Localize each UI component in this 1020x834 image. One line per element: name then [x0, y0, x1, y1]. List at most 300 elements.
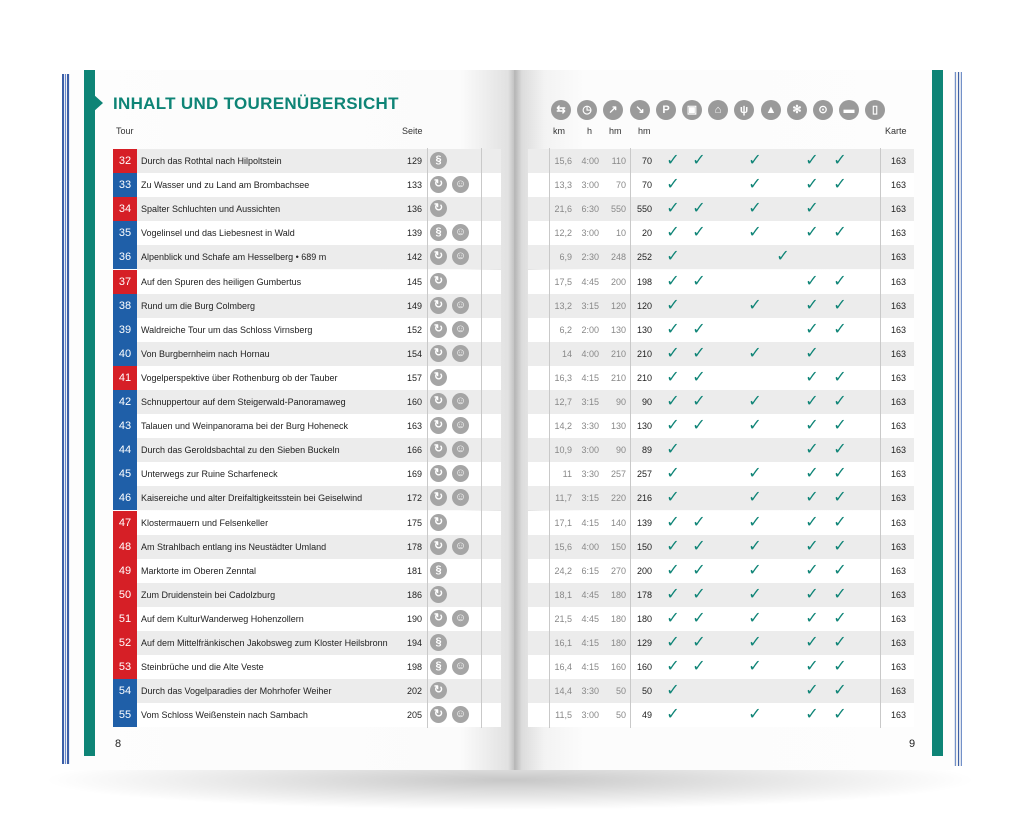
check-icon: ✓ — [805, 489, 819, 506]
tour-name[interactable]: Talauen und Weinpanorama bei der Burg Hoheneck — [141, 421, 348, 431]
tour-number: 40 — [113, 342, 137, 366]
table-row[interactable] — [0, 149, 1020, 173]
path-icon: § — [430, 562, 447, 579]
duration-h: 3:00 — [581, 180, 599, 190]
page-number-left: 8 — [115, 738, 122, 750]
check-icon: ✓ — [748, 514, 762, 531]
duration-h: 4:45 — [581, 614, 599, 624]
check-icon: ✓ — [833, 514, 847, 531]
table-row[interactable] — [0, 655, 1020, 679]
table-row[interactable] — [0, 390, 1020, 414]
distance-km: 15,6 — [554, 156, 572, 166]
map-number: 163 — [890, 228, 906, 238]
check-icon: ✓ — [805, 658, 819, 675]
map-number: 163 — [890, 204, 906, 214]
loop-icon: ↻ — [430, 441, 447, 458]
ascent-hm: 50 — [615, 710, 626, 720]
check-icon: ✓ — [833, 273, 847, 290]
kids-icon: ☺ — [452, 393, 469, 410]
ascent-hm: 257 — [610, 469, 626, 479]
check-icon: ✓ — [748, 610, 762, 627]
tour-name[interactable]: Marktorte im Oberen Zenntal — [141, 566, 257, 576]
check-icon: ✓ — [805, 562, 819, 579]
tour-name[interactable]: Schnuppertour auf dem Steigerwald-Panoramaweg — [141, 397, 346, 407]
page-number: 178 — [406, 542, 422, 552]
check-icon: ✓ — [666, 369, 680, 386]
distance-km: 11,5 — [555, 710, 572, 720]
ascent-hm: 210 — [610, 373, 626, 383]
distance-km: 16,1 — [554, 638, 572, 648]
kids-icon: ☺ — [452, 489, 469, 506]
tour-number: 35 — [113, 221, 137, 245]
map-number: 163 — [890, 373, 906, 383]
check-icon: ✓ — [805, 610, 819, 627]
kids-icon: ☺ — [452, 176, 469, 193]
kids-icon: ☺ — [452, 321, 469, 338]
tour-name[interactable]: Waldreiche Tour um das Schloss Virnsberg — [141, 325, 313, 335]
table-row[interactable] — [0, 270, 1020, 294]
check-icon: ✓ — [748, 586, 762, 603]
loop-icon: ↻ — [430, 369, 447, 386]
loop-icon: ↻ — [430, 176, 447, 193]
tour-name[interactable]: Auf den Spuren des heiligen Gumbertus — [141, 277, 302, 287]
distance-km: 21,5 — [554, 614, 572, 624]
distance-km: 12,7 — [554, 397, 572, 407]
duration-h: 3:30 — [581, 686, 599, 696]
check-icon: ✓ — [692, 273, 706, 290]
table-row[interactable] — [0, 221, 1020, 245]
tour-name[interactable]: Alpenblick und Schafe am Hesselberg • 689 m — [141, 252, 327, 262]
map-number: 163 — [890, 301, 906, 311]
ascent-hm: 130 — [610, 325, 626, 335]
tour-name[interactable]: Durch das Rothtal nach Hilpoltstein — [141, 156, 282, 166]
check-icon: ✓ — [833, 658, 847, 675]
check-icon: ✓ — [748, 200, 762, 217]
page-number: 166 — [406, 445, 422, 455]
table-row[interactable] — [0, 703, 1020, 727]
descent-hm: 216 — [636, 493, 652, 503]
page-number: 152 — [406, 325, 422, 335]
descent-hm: 20 — [641, 228, 652, 238]
duration-h: 6:30 — [581, 204, 599, 214]
descent-hm: 550 — [636, 204, 652, 214]
check-icon: ✓ — [748, 152, 762, 169]
tour-name[interactable]: Zu Wasser und zu Land am Brombachsee — [141, 180, 310, 190]
page-number: 198 — [406, 662, 422, 672]
duration-h: 3:15 — [581, 301, 599, 311]
descent-hm: 70 — [641, 156, 652, 166]
duration-h: 3:30 — [581, 421, 599, 431]
check-icon: ✓ — [805, 273, 819, 290]
duration-h: 4:00 — [581, 156, 599, 166]
check-icon: ✓ — [833, 682, 847, 699]
check-icon: ✓ — [805, 224, 819, 241]
check-icon: ✓ — [833, 321, 847, 338]
check-icon: ✓ — [805, 297, 819, 314]
tour-number: 45 — [113, 462, 137, 486]
page-number: 160 — [406, 397, 422, 407]
check-icon: ✓ — [748, 176, 762, 193]
kids-icon: ☺ — [452, 538, 469, 555]
tour-name[interactable]: Steinbrüche und die Alte Veste — [141, 662, 264, 672]
page-number: 136 — [406, 204, 422, 214]
page-number: 190 — [406, 614, 422, 624]
check-icon: ✓ — [748, 489, 762, 506]
map-number: 163 — [890, 325, 906, 335]
descent-hm: 139 — [636, 518, 652, 528]
divider — [549, 148, 550, 728]
table-row[interactable] — [0, 631, 1020, 655]
check-icon: ✓ — [805, 634, 819, 651]
ascent-hm: 550 — [610, 204, 626, 214]
map-number: 163 — [890, 421, 906, 431]
check-icon: ✓ — [666, 514, 680, 531]
map-number: 163 — [890, 542, 906, 552]
map-number: 163 — [890, 590, 906, 600]
descent-hm: 198 — [636, 277, 652, 287]
path-icon: § — [430, 634, 447, 651]
check-icon: ✓ — [692, 321, 706, 338]
check-icon: ✓ — [666, 489, 680, 506]
tour-number: 50 — [113, 583, 137, 607]
loop-icon: ↻ — [430, 610, 447, 627]
page-number: 142 — [406, 252, 422, 262]
page-number: 154 — [406, 349, 422, 359]
tour-name[interactable]: Durch das Vogelparadies der Mohrhofer Weiher — [141, 686, 332, 696]
check-icon: ✓ — [748, 634, 762, 651]
descent-hm: 50 — [641, 686, 652, 696]
tour-name[interactable]: Kaisereiche und alter Dreifaltigkeitsstein bei Geiselwind — [141, 493, 363, 503]
bed-icon: ▬ — [839, 100, 859, 120]
map-number: 163 — [890, 518, 906, 528]
map-number: 163 — [890, 156, 906, 166]
check-icon: ✓ — [748, 393, 762, 410]
check-icon: ✓ — [666, 176, 680, 193]
duration-h: 3:15 — [581, 397, 599, 407]
map-number: 163 — [890, 614, 906, 624]
check-icon: ✓ — [833, 417, 847, 434]
loop-icon: ↻ — [430, 489, 447, 506]
ascent-hm: 120 — [610, 301, 626, 311]
ascent-hm: 220 — [610, 493, 626, 503]
tour-name[interactable]: Am Strahlbach entlang ins Neustädter Umland — [141, 542, 327, 552]
tour-name[interactable]: Vom Schloss Weißenstein nach Sambach — [141, 710, 308, 720]
tour-number: 51 — [113, 607, 137, 631]
loop-icon: ↻ — [430, 200, 447, 217]
path-icon: § — [430, 152, 447, 169]
map-number: 163 — [890, 469, 906, 479]
tour-name[interactable]: Spalter Schluchten und Aussichten — [141, 204, 281, 214]
check-icon: ✓ — [666, 658, 680, 675]
ascent-hm: 140 — [610, 518, 626, 528]
duration-h: 3:00 — [581, 445, 599, 455]
page-number: 202 — [406, 686, 422, 696]
signpost-icon: ⇆ — [551, 100, 571, 120]
ascent-hm: 70 — [615, 180, 626, 190]
distance-km: 14,2 — [554, 421, 572, 431]
tour-number: 32 — [113, 149, 137, 173]
loop-icon: ↻ — [430, 321, 447, 338]
duration-h: 4:15 — [581, 518, 599, 528]
tour-number: 46 — [113, 486, 137, 510]
path-icon: § — [430, 658, 447, 675]
duration-h: 4:15 — [581, 373, 599, 383]
kids-icon: ☺ — [452, 417, 469, 434]
map-number: 163 — [890, 493, 906, 503]
check-icon: ✓ — [666, 345, 680, 362]
ascent-hm: 90 — [615, 445, 626, 455]
tour-name[interactable]: Von Burgbernheim nach Hornau — [141, 349, 270, 359]
path-icon: § — [430, 224, 447, 241]
page-title: INHALT UND TOURENÜBERSICHT — [113, 94, 399, 113]
check-icon: ✓ — [692, 610, 706, 627]
tour-name[interactable]: Klostermauern und Felsenkeller — [141, 518, 269, 528]
distance-km: 6,2 — [559, 325, 572, 335]
check-icon: ✓ — [692, 514, 706, 531]
descent-hm: 70 — [641, 180, 652, 190]
check-icon: ✓ — [666, 200, 680, 217]
ascent-hm: 270 — [610, 566, 626, 576]
check-icon: ✓ — [833, 441, 847, 458]
page-number-right: 9 — [909, 738, 916, 750]
table-row[interactable] — [0, 173, 1020, 197]
check-icon: ✓ — [805, 706, 819, 723]
table-row[interactable] — [0, 535, 1020, 559]
ascent-hm: 150 — [610, 542, 626, 552]
check-icon: ✓ — [692, 586, 706, 603]
check-icon: ✓ — [692, 634, 706, 651]
loop-icon: ↻ — [430, 538, 447, 555]
descent-hm: 210 — [636, 349, 652, 359]
tour-number: 54 — [113, 679, 137, 703]
check-icon: ✓ — [666, 610, 680, 627]
map-number: 163 — [890, 638, 906, 648]
check-icon: ✓ — [833, 297, 847, 314]
page-number: 205 — [406, 710, 422, 720]
tour-name[interactable]: Auf dem KulturWanderweg Hohenzollern — [141, 614, 304, 624]
duration-h: 4:00 — [581, 349, 599, 359]
check-icon: ✓ — [666, 321, 680, 338]
table-row[interactable] — [0, 559, 1020, 583]
loop-icon: ↻ — [430, 248, 447, 265]
distance-km: 6,9 — [559, 252, 572, 262]
descent-hm: 89 — [641, 445, 652, 455]
check-icon: ✓ — [805, 321, 819, 338]
check-icon: ✓ — [692, 200, 706, 217]
header-hours: h — [587, 126, 593, 136]
duration-h: 2:00 — [581, 325, 599, 335]
loop-icon: ↻ — [430, 706, 447, 723]
parking-icon: P — [656, 100, 676, 120]
ascent-hm: 160 — [610, 662, 626, 672]
phone-icon: ▯ — [865, 100, 885, 120]
table-row[interactable] — [0, 511, 1020, 535]
page-number: 172 — [406, 493, 422, 503]
table-row[interactable] — [0, 245, 1020, 269]
kids-icon: ☺ — [452, 465, 469, 482]
kids-icon: ☺ — [452, 610, 469, 627]
check-icon: ✓ — [833, 562, 847, 579]
tour-number: 53 — [113, 655, 137, 679]
tour-number: 47 — [113, 511, 137, 535]
page-number: 139 — [406, 228, 422, 238]
tour-number: 33 — [113, 173, 137, 197]
table-row[interactable] — [0, 366, 1020, 390]
duration-h: 4:15 — [581, 638, 599, 648]
table-row[interactable] — [0, 294, 1020, 318]
duration-h: 6:15 — [581, 566, 599, 576]
clock-icon: ◷ — [577, 100, 597, 120]
distance-km: 12,2 — [554, 228, 572, 238]
divider — [880, 148, 881, 728]
tour-name[interactable]: Vogelinsel und das Liebesnest in Wald — [141, 228, 295, 238]
ascent-hm: 180 — [610, 614, 626, 624]
check-icon: ✓ — [805, 369, 819, 386]
tour-name[interactable]: Unterwegs zur Ruine Scharfeneck — [141, 469, 278, 479]
page-number: 157 — [406, 373, 422, 383]
loop-icon: ↻ — [430, 345, 447, 362]
tour-number: 37 — [113, 270, 137, 294]
check-icon: ✓ — [805, 538, 819, 555]
descent-hm: 90 — [641, 397, 652, 407]
check-icon: ✓ — [748, 658, 762, 675]
bus-icon: ▣ — [682, 100, 702, 120]
page-number: 133 — [406, 180, 422, 190]
duration-h: 3:30 — [581, 469, 599, 479]
tour-number: 55 — [113, 703, 137, 727]
check-icon: ✓ — [692, 562, 706, 579]
distance-km: 17,1 — [554, 518, 572, 528]
check-icon: ✓ — [666, 248, 680, 265]
duration-h: 4:00 — [581, 542, 599, 552]
tour-number: 42 — [113, 390, 137, 414]
descent-hm: 252 — [636, 252, 652, 262]
map-number: 163 — [890, 445, 906, 455]
table-row[interactable] — [0, 679, 1020, 703]
check-icon: ✓ — [666, 586, 680, 603]
descent-hm: 200 — [636, 566, 652, 576]
check-icon: ✓ — [666, 393, 680, 410]
page-number: 149 — [406, 301, 422, 311]
table-row[interactable] — [0, 486, 1020, 510]
map-number: 163 — [890, 180, 906, 190]
check-icon: ✓ — [666, 417, 680, 434]
check-icon: ✓ — [692, 658, 706, 675]
check-icon: ✓ — [833, 634, 847, 651]
check-icon: ✓ — [805, 586, 819, 603]
check-icon: ✓ — [748, 706, 762, 723]
tour-number: 52 — [113, 631, 137, 655]
check-icon: ✓ — [692, 345, 706, 362]
table-row[interactable] — [0, 462, 1020, 486]
distance-km: 17,5 — [554, 277, 572, 287]
check-icon: ✓ — [833, 610, 847, 627]
check-icon: ✓ — [666, 538, 680, 555]
tour-name[interactable]: Vogelperspektive über Rothenburg ob der Tauber — [141, 373, 338, 383]
table-row[interactable] — [0, 414, 1020, 438]
distance-km: 18,1 — [554, 590, 572, 600]
hut-icon: ▲ — [761, 100, 781, 120]
check-icon: ✓ — [748, 465, 762, 482]
ascent-hm: 110 — [611, 156, 626, 166]
distance-km: 13,2 — [554, 301, 572, 311]
check-icon: ✓ — [833, 586, 847, 603]
ascent-hm: 50 — [615, 686, 626, 696]
tour-name[interactable]: Durch das Geroldsbachtal zu den Sieben Buckeln — [141, 445, 340, 455]
loop-icon: ↻ — [430, 273, 447, 290]
check-icon: ✓ — [805, 514, 819, 531]
check-icon: ✓ — [776, 248, 790, 265]
loop-icon: ↻ — [430, 465, 447, 482]
header-hm-up: hm — [609, 126, 622, 136]
ascent-hm: 10 — [615, 228, 626, 238]
distance-km: 10,9 — [554, 445, 572, 455]
descent-hm: 257 — [636, 469, 652, 479]
kids-icon: ☺ — [452, 297, 469, 314]
check-icon: ✓ — [666, 682, 680, 699]
check-icon: ✓ — [833, 369, 847, 386]
check-icon: ✓ — [833, 224, 847, 241]
distance-km: 16,4 — [554, 662, 572, 672]
ascent-hm: 180 — [610, 590, 626, 600]
check-icon: ✓ — [833, 465, 847, 482]
ascent-hm: 210 — [610, 349, 626, 359]
check-icon: ✓ — [748, 562, 762, 579]
ascent-hm: 200 — [610, 277, 626, 287]
loop-icon: ↻ — [430, 682, 447, 699]
tour-name[interactable]: Zum Druidenstein bei Cadolzburg — [141, 590, 276, 600]
downhill-icon: ↘ — [630, 100, 650, 120]
descent-hm: 150 — [636, 542, 652, 552]
check-icon: ✓ — [748, 345, 762, 362]
kids-icon: ☺ — [452, 345, 469, 362]
check-icon: ✓ — [805, 345, 819, 362]
table-row[interactable] — [0, 318, 1020, 342]
tour-name[interactable]: Auf dem Mittelfränkischen Jakobsweg zum Kloster Heilsbronn — [141, 638, 388, 648]
map-number: 163 — [890, 710, 906, 720]
check-icon: ✓ — [805, 682, 819, 699]
descent-hm: 130 — [636, 325, 652, 335]
page-number: 163 — [406, 421, 422, 431]
kids-icon: ☺ — [452, 441, 469, 458]
tour-number: 49 — [113, 559, 137, 583]
check-icon: ✓ — [666, 297, 680, 314]
duration-h: 3:15 — [581, 493, 599, 503]
check-icon: ✓ — [805, 417, 819, 434]
uphill-icon: ↗ — [603, 100, 623, 120]
bike-icon: ⊙ — [813, 100, 833, 120]
tour-name[interactable]: Rund um die Burg Colmberg — [141, 301, 256, 311]
table-row[interactable] — [0, 607, 1020, 631]
header-karte: Karte — [885, 126, 907, 136]
table-row[interactable] — [0, 438, 1020, 462]
table-row[interactable] — [0, 197, 1020, 221]
table-row[interactable] — [0, 583, 1020, 607]
distance-km: 15,6 — [554, 542, 572, 552]
check-icon: ✓ — [805, 393, 819, 410]
check-icon: ✓ — [666, 634, 680, 651]
check-icon: ✓ — [805, 176, 819, 193]
distance-km: 16,3 — [554, 373, 572, 383]
tour-number: 36 — [113, 245, 137, 269]
winter-icon: ✻ — [787, 100, 807, 120]
check-icon: ✓ — [833, 538, 847, 555]
kids-icon: ☺ — [452, 248, 469, 265]
table-row[interactable] — [0, 342, 1020, 366]
check-icon: ✓ — [805, 441, 819, 458]
check-icon: ✓ — [692, 538, 706, 555]
descent-hm: 178 — [636, 590, 652, 600]
